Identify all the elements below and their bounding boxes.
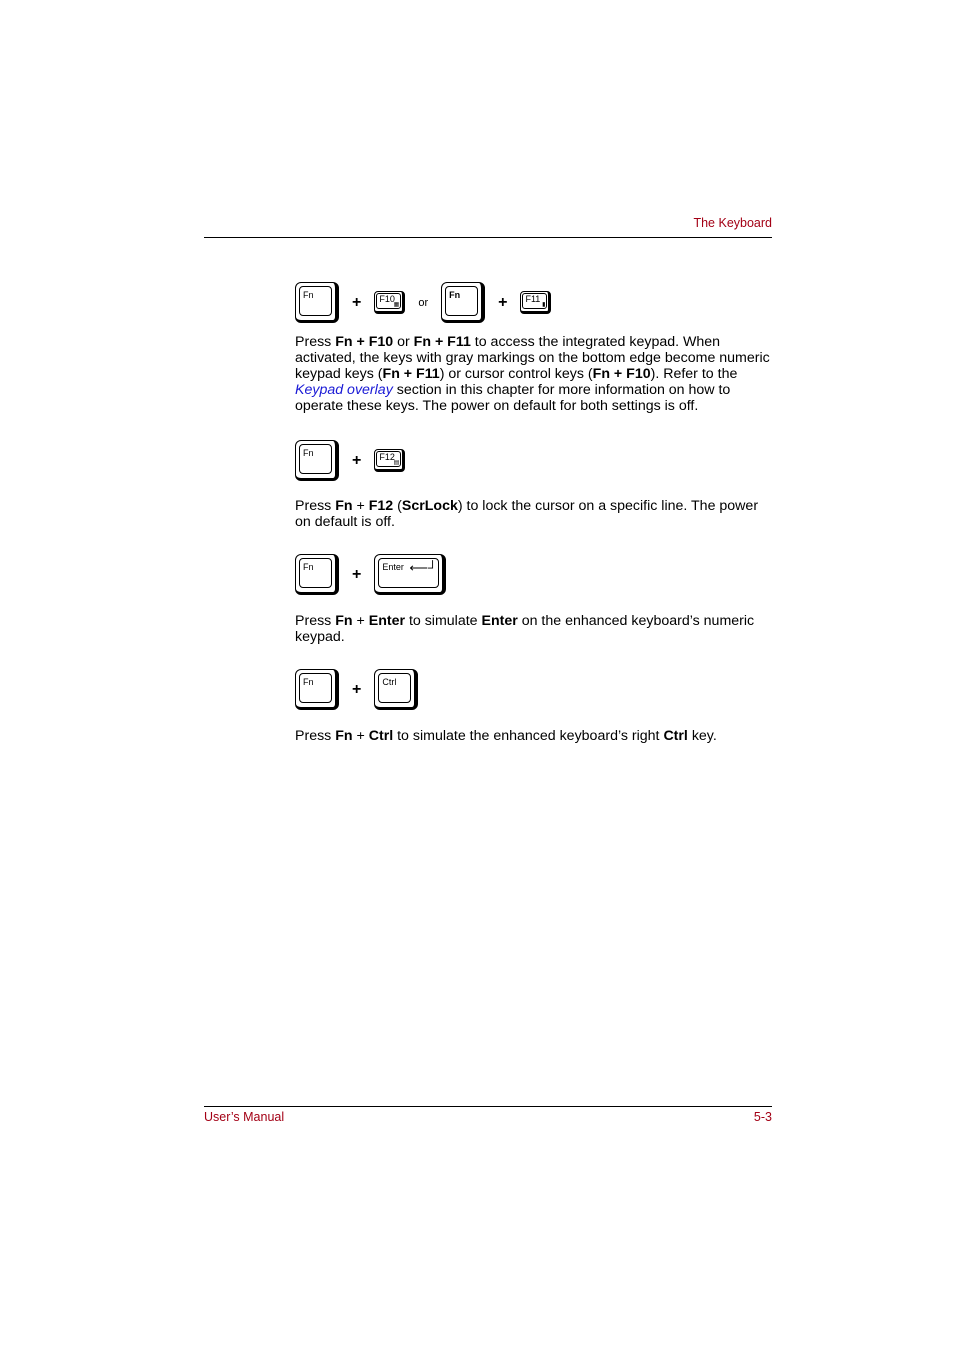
enter-key: Enter ⟵┘ — [374, 554, 446, 595]
key-combo-fn-f12 — [295, 440, 405, 481]
paragraph-keypad-overlay: Press Fn + F10 or Fn + F11 to access the integrated keypad. When activated, the keys with gray markings on the bottom edge become numeric keypad keys (Fn + F11) or cursor control keys (Fn + F10). Refer to the Keypad overlay section in this chapter for more information on how to operate these keys. The power on default for both settings is off. — [295, 334, 770, 414]
plus-sign: + — [352, 451, 362, 469]
or-label: or — [418, 296, 429, 309]
fn-key: Fn — [295, 669, 339, 710]
plus-sign: + — [352, 293, 362, 311]
plus-sign: + — [352, 680, 362, 698]
header-divider — [204, 237, 772, 238]
fn-key: Fn — [295, 440, 339, 481]
running-header: The Keyboard — [693, 216, 772, 230]
fn-key: Fn — [441, 282, 485, 323]
key-combo-fn-f10-or-fn-f11 — [295, 282, 551, 323]
ctrl-key: Ctrl — [374, 669, 418, 710]
f12-key: F12 ▤ — [374, 449, 405, 472]
f11-key: F11 ▮ — [520, 291, 551, 314]
plus-sign: + — [352, 565, 362, 583]
paragraph-ctrl: Press Fn + Ctrl to simulate the enhanced keyboard’s right Ctrl key. — [295, 728, 717, 744]
enter-arrow-icon: ⟵┘ — [409, 560, 438, 575]
page-number: 5-3 — [753, 1110, 772, 1124]
f10-key: F10 ▦ — [374, 291, 405, 314]
fn-key: Fn — [295, 554, 339, 595]
footer-divider — [204, 1106, 772, 1107]
fn-key: Fn — [295, 282, 339, 323]
plus-sign: + — [498, 293, 508, 311]
keypad-overlay-link[interactable]: Keypad overlay — [295, 382, 393, 398]
numeric-mode-icon: ▮ — [542, 302, 546, 308]
cursor-mode-icon: ▦ — [393, 302, 400, 308]
paragraph-scrlock: Press Fn + F12 (ScrLock) to lock the cursor on a specific line. The power on default is off. — [295, 498, 759, 530]
footer-manual-title: User’s Manual — [204, 1110, 285, 1124]
key-combo-fn-ctrl — [295, 669, 418, 710]
key-combo-fn-enter — [295, 554, 446, 595]
scroll-lock-icon: ▤ — [393, 460, 400, 466]
paragraph-enter: Press Fn + Enter to simulate Enter on the enhanced keyboard’s numeric keypad. — [295, 613, 755, 645]
